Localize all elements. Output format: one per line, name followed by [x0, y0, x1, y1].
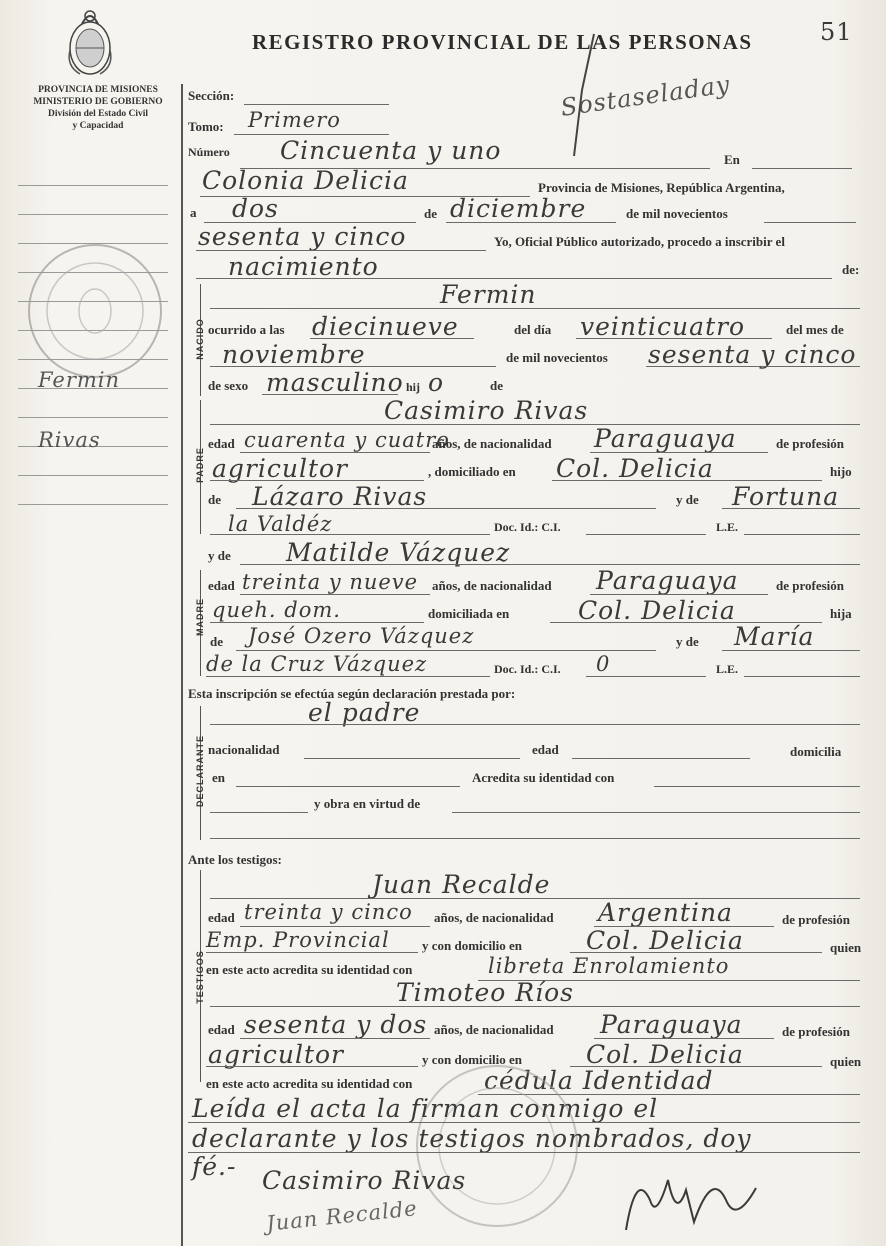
madre-profesion: queh. dom.: [212, 598, 341, 622]
sexo-text: de sexo: [208, 378, 249, 393]
provincia-text: Provincia de Misiones, República Argentina,: [538, 180, 785, 195]
madre-edad-value: treinta y nueve: [242, 570, 419, 594]
testigo2-profesion-text: de profesión: [782, 1024, 851, 1039]
abuelo-materno: José Ozero Vázquez: [248, 624, 475, 648]
testigo1-profesion-text: de profesión: [782, 912, 851, 927]
closing-line-3: fé.-: [192, 1152, 237, 1181]
numero-value: Cincuenta y uno: [280, 136, 502, 165]
org-ministry: MINISTERIO DE GOBIERNO: [33, 97, 163, 107]
testigo2-edad-text: edad: [208, 1022, 235, 1037]
madre-y-de-text-2: y de: [676, 634, 699, 649]
oficial-text: Yo, Oficial Público autorizado, procedo a inscribir el: [494, 234, 785, 249]
testigo2-quien-text: quien: [830, 1054, 862, 1069]
testigo2-acredita-text: en este acto acredita su identidad con: [206, 1076, 413, 1091]
testigo1-domicilio: Col. Delicia: [586, 926, 744, 955]
dia-value: dos: [232, 194, 279, 223]
nacido-nombre: Fermin: [440, 280, 537, 309]
section-testigos: TESTIGOS: [195, 950, 205, 1004]
padre-nacionalidad: Paraguaya: [594, 424, 737, 453]
official-seal-stamp: [20, 236, 170, 386]
abuelo-paterno: Lázaro Rivas: [252, 482, 428, 511]
coat-of-arms-emblem: [62, 6, 118, 80]
padre-domiciliado-text: , domiciliado en: [428, 464, 516, 479]
a-label: a: [190, 205, 197, 220]
seccion-label: Sección:: [188, 88, 235, 103]
madre-y-de-text: y de: [208, 548, 231, 563]
madre-le-text: L.E.: [716, 662, 739, 676]
official-signature: [616, 1160, 766, 1246]
padre-anios-text: años, de nacionalidad: [432, 436, 552, 451]
hij-value: o: [428, 368, 445, 397]
madre-profesion-text: de profesión: [776, 578, 845, 593]
mil-novecientos-text: de mil novecientos: [626, 206, 728, 221]
declarante-en-text: en: [212, 770, 225, 785]
padre-profesion: agricultor: [212, 454, 349, 483]
page-number: 51: [820, 18, 853, 46]
padre-edad-value: cuarenta y cuatro: [244, 428, 450, 452]
closing-line-1: Leída el acta la firman conmigo el: [192, 1094, 659, 1123]
declarante-obra-text: y obra en virtud de: [314, 796, 421, 811]
madre-hija-text: hija: [830, 606, 852, 621]
abuela-paterna-1: Fortuna: [732, 482, 840, 511]
del-mes-text: del mes de: [786, 322, 844, 337]
testigo1-documento: libreta Enrolamiento: [488, 954, 730, 978]
lugar-value: Colonia Delicia: [202, 166, 409, 195]
ante-testigos-text: Ante los testigos:: [188, 852, 282, 867]
testigo1-nombre: Juan Recalde: [372, 870, 551, 899]
madre-anios-text: años, de nacionalidad: [432, 578, 552, 593]
testigo2-anios-text: años, de nacionalidad: [434, 1022, 554, 1037]
madre-nacionalidad: Paraguaya: [596, 566, 739, 595]
madre-nombre: Matilde Vázquez: [286, 538, 511, 567]
padre-profesion-text: de profesión: [776, 436, 845, 451]
hij-text: hij: [406, 380, 421, 394]
hora-value: diecinueve: [312, 312, 459, 341]
nacido-mil-text: de mil novecientos: [506, 350, 608, 365]
padre-doc-text: Doc. Id.: C.I.: [494, 520, 561, 534]
de-label: de: [424, 206, 437, 221]
numero-label: Número: [188, 145, 230, 159]
anio-value: sesenta y cinco: [198, 222, 407, 251]
declarante-nacionalidad-text: nacionalidad: [208, 742, 280, 757]
testigo1-nacionalidad: Argentina: [598, 898, 733, 927]
org-capacity: y Capacidad: [72, 121, 124, 131]
testigo2-domicilio-text: y con domicilio en: [422, 1052, 523, 1067]
de-colon: de:: [842, 262, 860, 277]
firma-declarante: Casimiro Rivas: [262, 1166, 467, 1195]
tomo-label: Tomo:: [188, 119, 224, 134]
nacido-de-text: de: [490, 378, 503, 393]
testigo1-anios-text: años, de nacionalidad: [434, 910, 554, 925]
abuela-materna-2: de la Cruz Vázquez: [206, 652, 428, 676]
abuela-materna-1: María: [734, 622, 815, 651]
declarante-edad-text: edad: [532, 742, 559, 757]
padre-de-text: de: [208, 492, 221, 507]
testigo2-nacionalidad: Paraguaya: [600, 1010, 743, 1039]
declarante-nombre: el padre: [308, 698, 421, 727]
tomo-value: Primero: [248, 108, 341, 132]
mes-value: diciembre: [450, 194, 587, 223]
signature-stroke: [568, 30, 598, 160]
madre-domicilio: Col. Delicia: [578, 596, 736, 625]
section-padre: PADRE: [195, 447, 205, 483]
testigo2-domicilio: Col. Delicia: [586, 1040, 744, 1069]
page-title: REGISTRO PROVINCIAL DE LAS PERSONAS: [252, 30, 753, 54]
testigo2-profesion: agricultor: [208, 1040, 345, 1069]
padre-y-de-text: y de: [676, 492, 699, 507]
main-border: [181, 84, 183, 1246]
testigo1-domicilio-text: y con domicilio en: [422, 938, 523, 953]
firma-testigo: Juan Recalde: [265, 1196, 419, 1236]
org-province: PROVINCIA DE MISIONES: [38, 85, 158, 95]
ocurrido-text: ocurrido a las: [208, 322, 285, 337]
padre-domicilio: Col. Delicia: [556, 454, 714, 483]
madre-de-text: de: [210, 634, 223, 649]
section-declarante: DECLARANTE: [195, 735, 205, 807]
madre-domiciliada-text: domiciliada en: [428, 606, 510, 621]
section-nacido: NACIDO: [195, 318, 205, 360]
padre-edad-text: edad: [208, 436, 235, 451]
nacido-mes-value: noviembre: [222, 340, 366, 369]
madre-doc-text: Doc. Id.: C.I.: [494, 662, 561, 676]
closing-line-2: declarante y los testigos nombrados, doy: [192, 1124, 752, 1153]
nacido-anio-value: sesenta y cinco: [648, 340, 857, 369]
padre-nombre: Casimiro Rivas: [384, 396, 589, 425]
declarante-acredita-text: Acredita su identidad con: [472, 770, 615, 785]
testigo2-documento: cédula Identidad: [484, 1066, 714, 1095]
section-madre: MADRE: [195, 598, 205, 636]
madre-edad-text: edad: [208, 578, 235, 593]
testigo1-edad: treinta y cinco: [244, 900, 413, 924]
testigo2-edad: sesenta y dos: [244, 1010, 428, 1039]
padre-hijo-text: hijo: [830, 464, 852, 479]
testigo1-edad-text: edad: [208, 910, 235, 925]
declarante-domicilio-text: domicilia: [790, 744, 842, 759]
org-division: División del Estado Civil: [47, 109, 149, 119]
testigo1-acredita-text: en este acto acredita su identidad con: [206, 962, 413, 977]
testigo2-nombre: Timoteo Ríos: [396, 978, 574, 1007]
declaracion-intro: Esta inscripción se efectúa según declaración prestada por:: [188, 686, 516, 701]
margin-surname-1: Fermin: [38, 368, 121, 392]
en-label: En: [724, 152, 740, 167]
testigo1-profesion: Emp. Provincial: [206, 928, 390, 952]
madre-doc-value: 0: [596, 652, 611, 676]
nacido-dia-value: veinticuatro: [580, 312, 746, 341]
del-dia-text: del día: [514, 322, 552, 337]
testigo1-quien-text: quien: [830, 940, 862, 955]
abuela-paterna-2: la Valdéz: [228, 512, 333, 536]
acto-value: nacimiento: [228, 252, 379, 281]
registrar-signature: Sostaseladay: [558, 70, 733, 122]
sexo-value: masculino: [266, 368, 404, 397]
padre-le-text: L.E.: [716, 520, 739, 534]
margin-surname-2: Rivas: [38, 428, 101, 452]
